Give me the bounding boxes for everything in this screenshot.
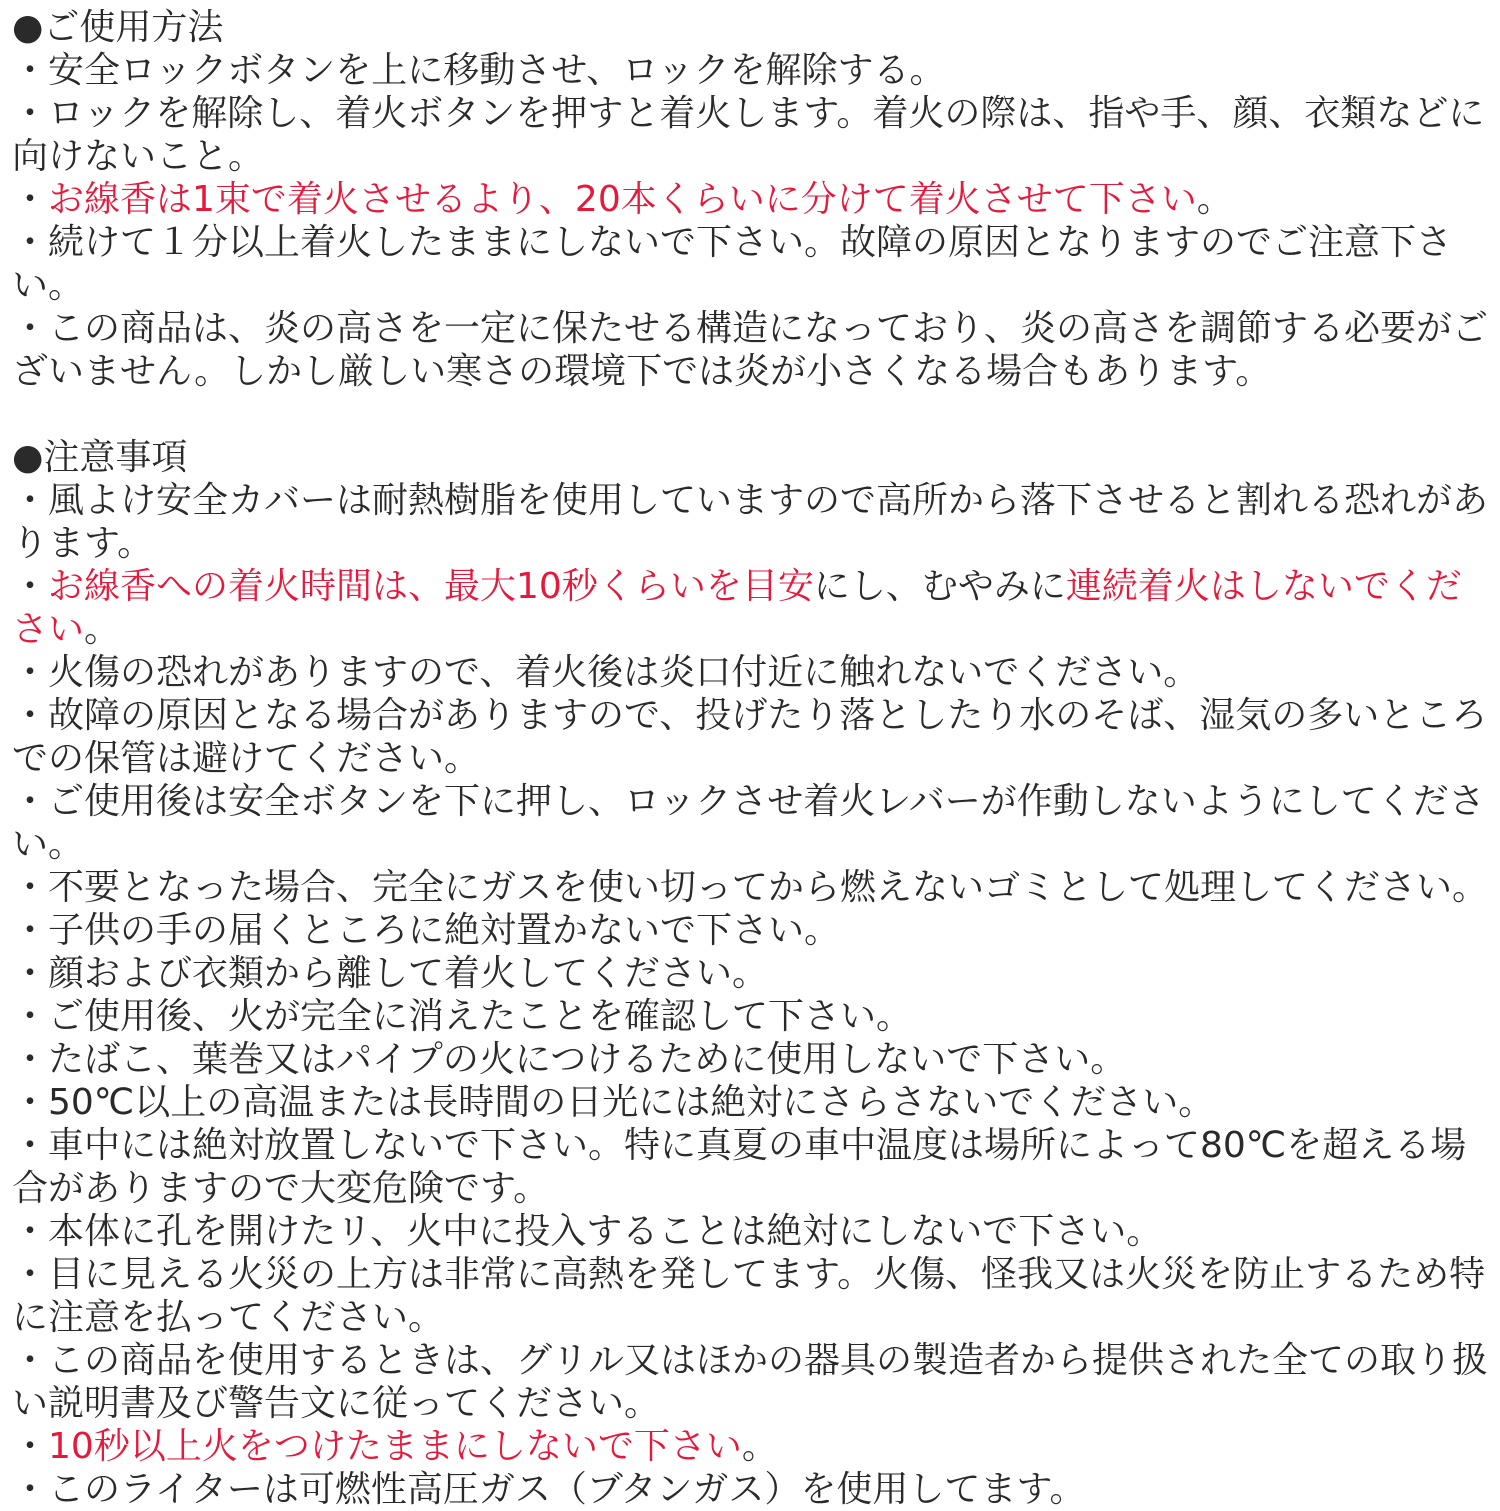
- caution-item-17: ・このライターは可燃性高圧ガス（ブタンガス）を使用してます。: [12, 1469, 1086, 1510]
- caution-list: [12, 479, 1494, 1511]
- highlight-text: お線香への着火時間は、最大10秒くらいを目安: [48, 566, 814, 607]
- usage-item-5: ・この商品は、炎の高さを一定に保たせる構造になっており、炎の高さを調節する必要がございません。しかし厳しい寒さの環境下では炎が小さくなる場合もあります。: [12, 308, 1489, 392]
- caution-item-9: ・ご使用後、火が完全に消えたことを確認して下さい。: [12, 996, 913, 1037]
- usage-item-3: ・お線香は1束で着火させるより、20本くらいに分けて着火させて下さい。: [12, 179, 1233, 220]
- caution-item-4: ・故障の原因となる場合がありますので、投げたり落としたり水のそば、湿気の多いところでの保管は避けてください。: [12, 695, 1488, 779]
- usage-item-1: ・安全ロックボタンを上に移動させ、ロックを解除する。: [12, 50, 946, 91]
- highlight-text: お線香は1束で着火させるより、20本くらいに分けて着火させて下さい: [48, 179, 1197, 220]
- caution-item-7: ・子供の手の届くところに絶対置かないで下さい。: [12, 910, 841, 951]
- caution-item-12: ・車中には絶対放置しないで下さい。特に真夏の車中温度は場所によって80℃を超える場合がありますので大変危険です。: [12, 1125, 1467, 1209]
- caution-item-8: ・顔および衣類から離して着火してください。: [12, 953, 769, 994]
- caution-item-14: ・目に見える火災の上方は非常に高熱を発してます。火傷、怪我又は火災を防止するため特に注意を払ってください。: [12, 1254, 1486, 1338]
- caution-heading: ●注意事項: [12, 437, 188, 478]
- caution-item-6: ・不要となった場合、完全にガスを使い切ってから燃えないゴミとして処理してください。: [12, 867, 1489, 908]
- highlight-text: 連続着火はしないでください: [12, 566, 1462, 650]
- caution-item-15: ・この商品を使用するときは、グリル又はほかの器具の製造者から提供された全ての取り扱い説明書及び警告文に従ってください。: [12, 1340, 1489, 1424]
- caution-item-1: ・風よけ安全カバーは耐熱樹脂を使用していますので高所から落下させると割れる恐れがあります。: [12, 480, 1489, 564]
- caution-item-3: ・火傷の恐れがありますので、着火後は炎口付近に触れないでください。: [12, 652, 1200, 693]
- caution-item-16: ・10秒以上火をつけたままにしないで下さい。: [12, 1426, 778, 1467]
- usage-list: [12, 49, 1494, 393]
- section-spacer: [12, 393, 1494, 436]
- caution-item-2: ・お線香への着火時間は、最大10秒くらいを目安にし、むやみに連続着火はしないでください。: [12, 566, 1462, 650]
- highlight-text: 10秒以上火をつけたままにしないで下さい: [48, 1426, 742, 1467]
- caution-item-11: ・50℃以上の高温または長時間の日光には絶対にさらさないでください。: [12, 1082, 1215, 1123]
- usage-heading: ●ご使用方法: [12, 7, 224, 48]
- usage-item-4: ・続けて１分以上着火したままにしないで下さい。故障の原因となりますのでご注意下さい。: [12, 222, 1453, 306]
- usage-item-2: ・ロックを解除し、着火ボタンを押すと着火します。着火の際は、指や手、顔、衣類などに向けないこと。: [12, 93, 1485, 177]
- caution-item-10: ・たばこ、葉巻又はパイプの火につけるために使用しないで下さい。: [12, 1039, 1127, 1080]
- caution-item-13: ・本体に孔を開けたリ、火中に投入することは絶対にしないで下さい。: [12, 1211, 1163, 1252]
- caution-item-5: ・ご使用後は安全ボタンを下に押し、ロックさせ着火レバーが作動しないようにしてください。: [12, 781, 1485, 865]
